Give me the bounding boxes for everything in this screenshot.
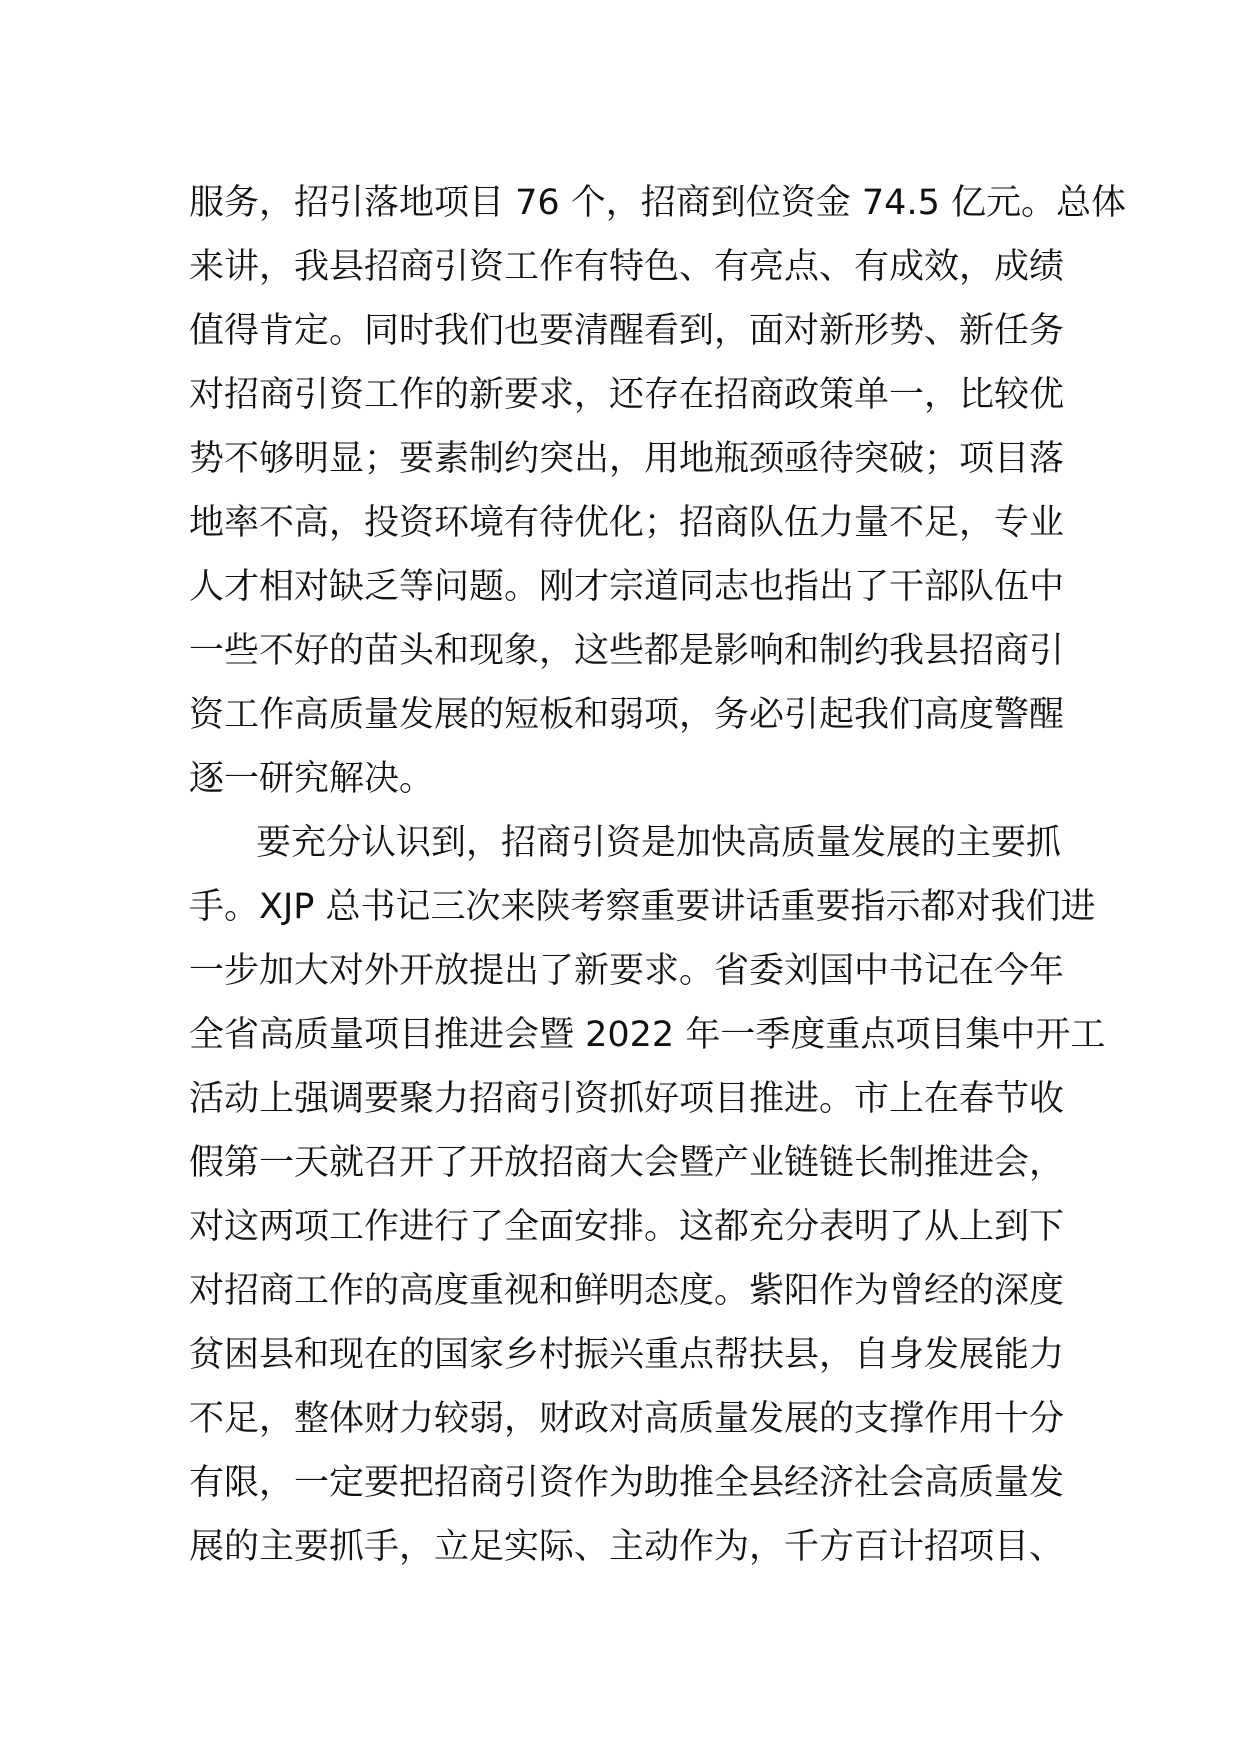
text-line: 活动上强调要聚力招商引资抓好项目推进。市上在春节收 bbox=[189, 1079, 1065, 1119]
text-line: 贫困县和现在的国家乡村振兴重点帮扶县，自身发展能力 bbox=[189, 1335, 1065, 1375]
text-line: 手。XJP 总书记三次来陕考察重要讲话重要指示都对我们进 bbox=[189, 887, 1096, 927]
text-line: 值得肯定。同时我们也要清醒看到，面对新形势、新任务 bbox=[189, 311, 1065, 351]
text-line: 一些不好的苗头和现象，这些都是影响和制约我县招商引 bbox=[189, 631, 1065, 671]
text-line: 不足，整体财力较弱，财政对高质量发展的支撑作用十分 bbox=[189, 1399, 1065, 1439]
text-line: 有限，一定要把招商引资作为助推全县经济社会高质量发 bbox=[189, 1463, 1065, 1503]
paragraph-first-line: 要充分认识到，招商引资是加快高质量发展的主要抓 bbox=[256, 823, 1062, 863]
text-line: 对招商工作的高度重视和鲜明态度。紫阳作为曾经的深度 bbox=[189, 1271, 1065, 1311]
text-line: 对招商引资工作的新要求，还存在招商政策单一，比较优 bbox=[189, 375, 1065, 415]
text-line: 服务，招引落地项目 76 个，招商到位资金 74.5 亿元。总体 bbox=[189, 183, 1126, 223]
text-line: 人才相对缺乏等问题。刚才宗道同志也指出了干部队伍中 bbox=[189, 567, 1065, 607]
text-line: 一步加大对外开放提出了新要求。省委刘国中书记在今年 bbox=[189, 951, 1065, 991]
text-line: 全省高质量项目推进会暨 2022 年一季度重点项目集中开工 bbox=[189, 1015, 1106, 1055]
text-line: 地率不高，投资环境有待优化；招商队伍力量不足，专业 bbox=[189, 503, 1065, 543]
text-line: 展的主要抓手，立足实际、主动作为，千方百计招项目、 bbox=[189, 1527, 1065, 1567]
text-line: 来讲，我县招商引资工作有特色、有亮点、有成效，成绩 bbox=[189, 247, 1065, 287]
text-line: 资工作高质量发展的短板和弱项，务必引起我们高度警醒 bbox=[189, 695, 1065, 735]
text-line: 假第一天就召开了开放招商大会暨产业链链长制推进会， bbox=[189, 1143, 1065, 1183]
text-line: 势不够明显；要素制约突出，用地瓶颈亟待突破；项目落 bbox=[189, 439, 1065, 479]
text-line: 逐一研究解决。 bbox=[189, 759, 435, 799]
text-line: 对这两项工作进行了全面安排。这都充分表明了从上到下 bbox=[189, 1207, 1065, 1247]
